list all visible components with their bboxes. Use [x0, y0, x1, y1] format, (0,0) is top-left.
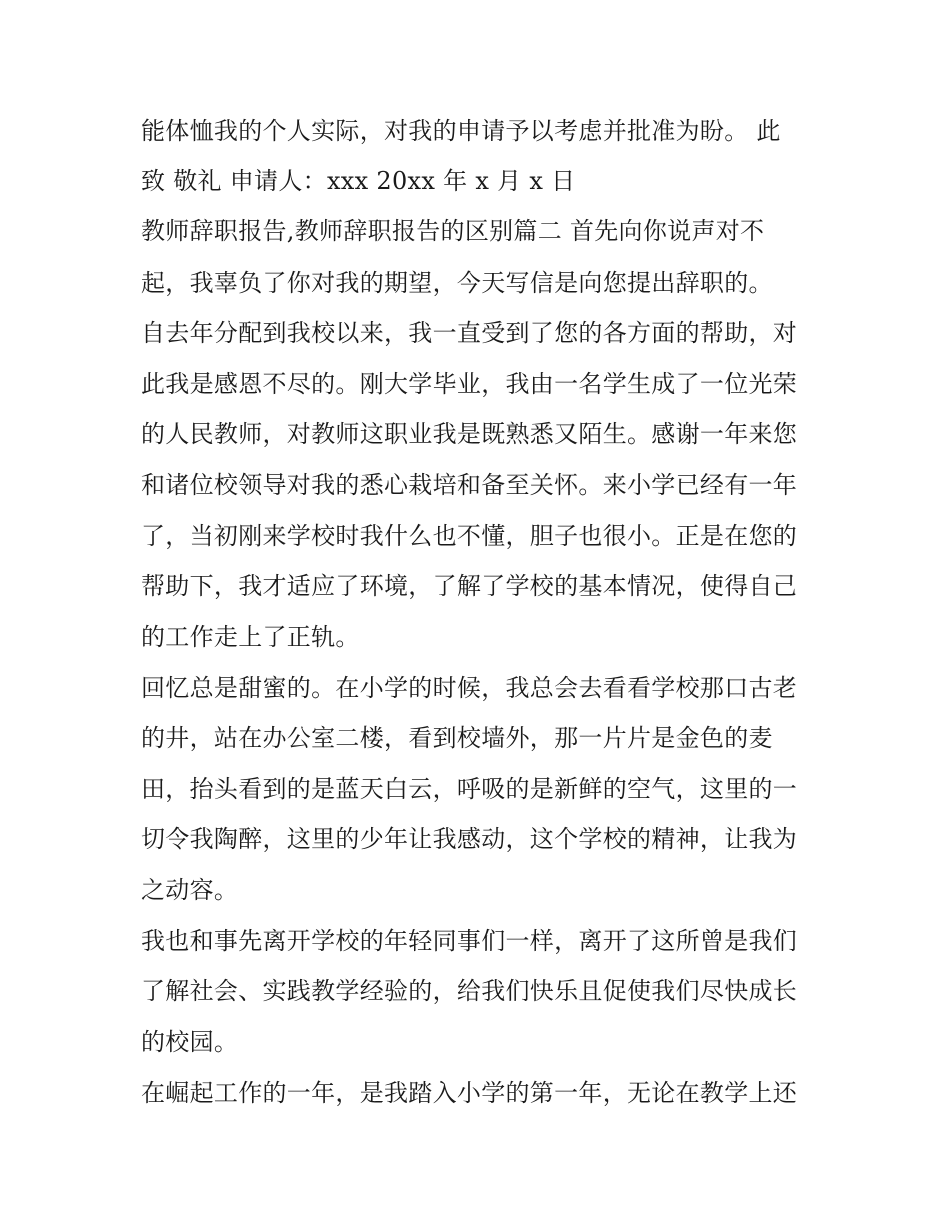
text-line: 回忆总是甜蜜的。在小学的时候，我总会去看看学校那口古老: [141, 674, 798, 702]
text-line: 的工作走上了正轨。: [141, 623, 360, 651]
text-line: 此我是感恩不尽的。刚大学毕业，我由一名学生成了一位光荣: [141, 370, 798, 398]
text-line: 的校园。: [141, 1028, 239, 1056]
text-line: 田，抬头看到的是蓝天白云，呼吸的是新鲜的空气，这里的一: [141, 775, 798, 803]
text-line: 帮助下，我才适应了环境，了解了学校的基本情况，使得自己: [141, 572, 798, 600]
text-line: 能体恤我的个人实际，对我的申请予以考虑并批准为盼。 此: [141, 117, 781, 145]
text-line: 和诸位校领导对我的悉心栽培和备至关怀。来小学已经有一年: [141, 471, 798, 499]
text-line: 在崛起工作的一年，是我踏入小学的第一年，无论在教学上还: [141, 1079, 798, 1107]
text-line: 切令我陶醉，这里的少年让我感动，这个学校的精神，让我为: [141, 825, 798, 853]
text-line: 之动容。: [141, 876, 239, 904]
text-line: 的井，站在办公室二楼，看到校墙外，那一片片是金色的麦: [141, 724, 773, 752]
text-line: 致 敬礼 申请人：xxx 20xx 年 x 月 x 日: [141, 167, 576, 195]
text-line: 了解社会、实践教学经验的，给我们快乐且促使我们尽快成长: [141, 977, 798, 1005]
text-line: 自去年分配到我校以来，我一直受到了您的各方面的帮助，对: [141, 319, 798, 347]
text-line: 了，当初刚来学校时我什么也不懂，胆子也很小。正是在您的: [141, 522, 798, 550]
text-line: 我也和事先离开学校的年轻同事们一样，离开了这所曾是我们: [141, 927, 798, 955]
text-line: 教师辞职报告,教师辞职报告的区别篇二 首先向你说声对不: [141, 217, 765, 245]
text-line: 起，我辜负了你对我的期望，今天写信是向您提出辞职的。: [141, 269, 773, 297]
text-line: 的人民教师，对教师这职业我是既熟悉又陌生。感谢一年来您: [141, 420, 798, 448]
